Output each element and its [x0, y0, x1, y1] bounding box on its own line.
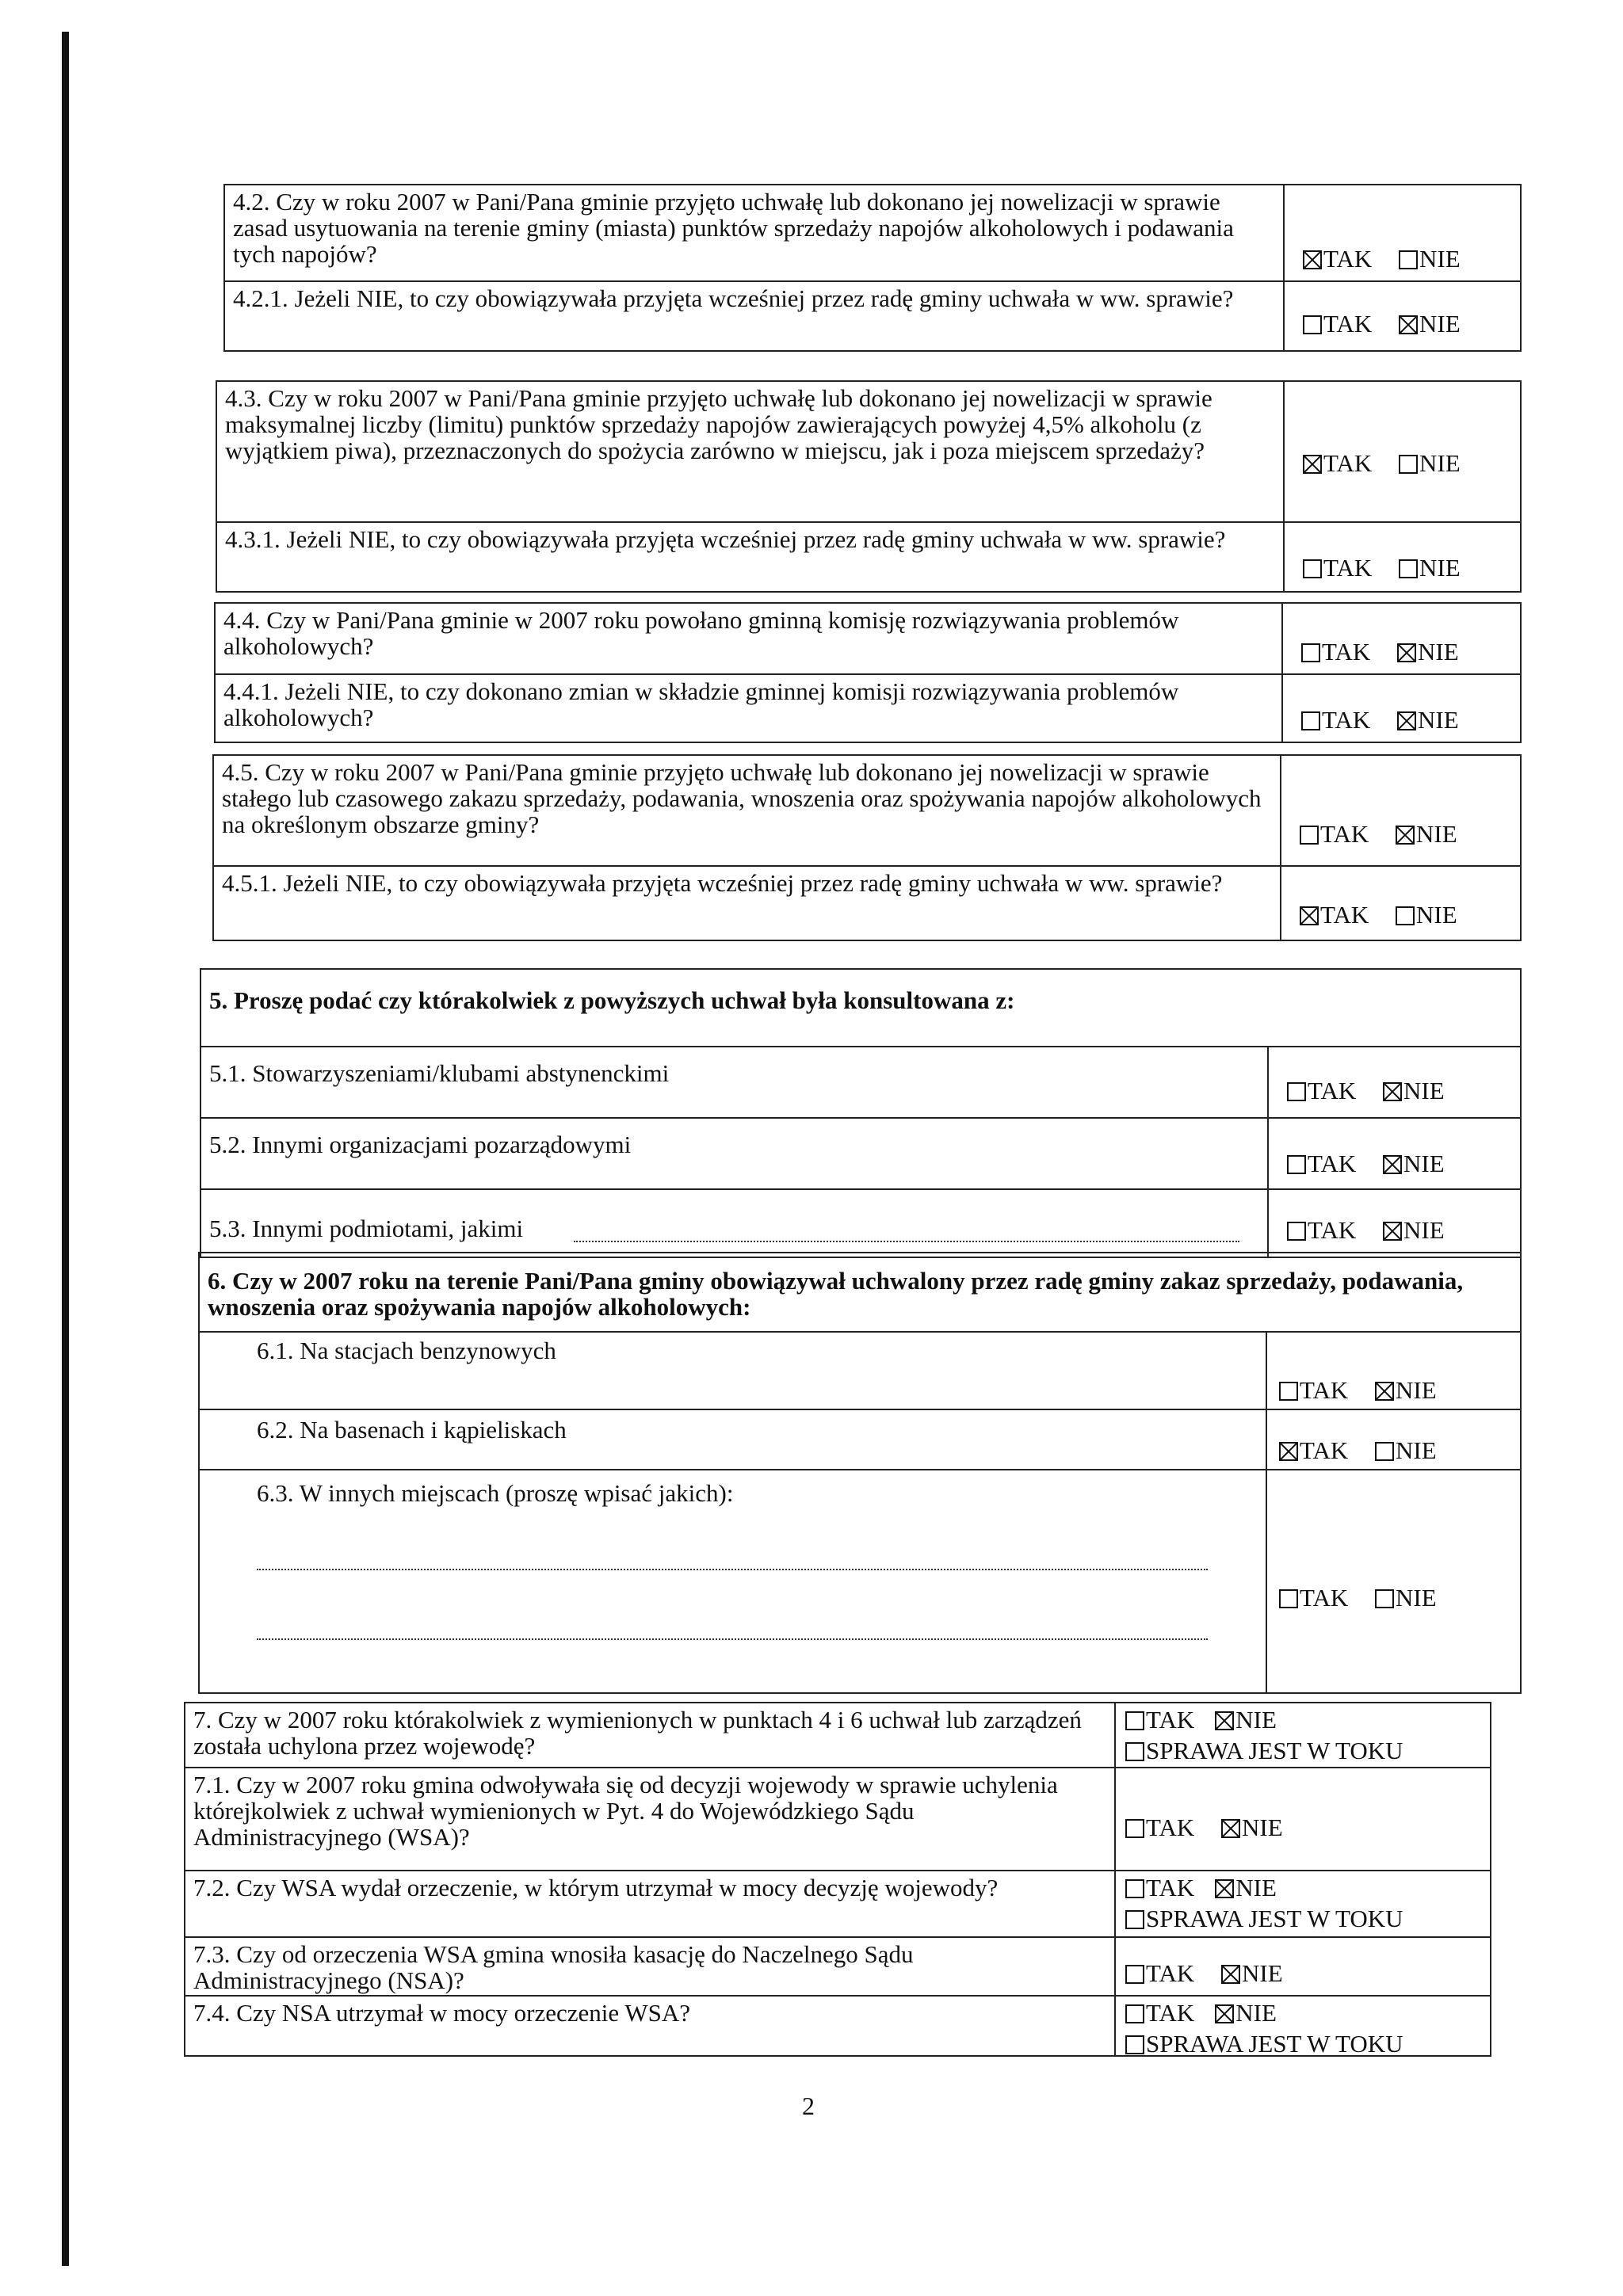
- checkbox-checked-icon: [1279, 1442, 1298, 1461]
- option-tak[interactable]: TAK: [1303, 555, 1372, 581]
- question-4-3-1: 4.3.1. Jeżeli NIE, to czy obowiązywała przyjęta wcześniej przez radę gminy uchwała w ww. sprawie?: [225, 525, 1226, 553]
- checkbox-icon: [1279, 1382, 1298, 1401]
- checkbox-checked-icon: [1215, 2004, 1234, 2023]
- answer-line[interactable]: [257, 1638, 1208, 1640]
- option-nie[interactable]: NIE: [1383, 1217, 1445, 1243]
- option-tak[interactable]: TAK: [1303, 311, 1372, 337]
- section-6-heading: 6. Czy w 2007 roku na terenie Pani/Pana gminy obowiązywał uchwalony przez radę gminy zakaz sprzedaży, podawania, wnoszenia oraz spożywania napojów alkoholowych:: [208, 1267, 1464, 1321]
- question-7: 7. Czy w 2007 roku którakolwiek z wymienionych w punktach 4 i 6 uchwał lub zarządzeń została uchylona przez wojewodę?: [193, 1706, 1082, 1760]
- option-nie[interactable]: NIE: [1375, 1437, 1437, 1463]
- checkbox-checked-icon: [1383, 1222, 1402, 1241]
- answer-6-3: [1279, 1585, 1457, 1611]
- answer-6-2: [1279, 1437, 1457, 1463]
- checkbox-icon: [1399, 250, 1418, 269]
- option-tak[interactable]: TAK: [1125, 1875, 1194, 1901]
- section-7: [184, 1702, 1491, 2057]
- answer-7: [1125, 1707, 1403, 1768]
- answer-7-4: [1125, 2000, 1403, 2061]
- answer-5-3: [1287, 1217, 1465, 1243]
- option-nie[interactable]: NIE: [1383, 1150, 1445, 1177]
- checkbox-checked-icon: [1215, 1879, 1234, 1898]
- checkbox-icon: [1125, 2035, 1144, 2054]
- checkbox-icon: [1287, 1222, 1306, 1241]
- checkbox-checked-icon: [1397, 711, 1416, 730]
- checkbox-icon: [1287, 1082, 1306, 1101]
- answer-4-5: [1300, 821, 1478, 847]
- question-6-2: 6.2. Na basenach i kąpieliskach: [257, 1416, 567, 1444]
- checkbox-icon: [1399, 455, 1418, 474]
- answer-4-4: [1301, 639, 1480, 665]
- checkbox-checked-icon: [1396, 826, 1415, 845]
- option-nie[interactable]: NIE: [1221, 1814, 1283, 1840]
- option-nie[interactable]: NIE: [1375, 1377, 1437, 1403]
- answer-4-3: [1303, 450, 1481, 476]
- answer-line[interactable]: [574, 1241, 1239, 1242]
- question-5-2: 5.2. Innymi organizacjami pozarządowymi: [209, 1131, 632, 1158]
- answer-4-5-1: [1300, 902, 1478, 928]
- option-pending[interactable]: SPRAWA JEST W TOKU: [1125, 1905, 1403, 1932]
- option-nie[interactable]: NIE: [1399, 450, 1461, 476]
- checkbox-checked-icon: [1221, 1819, 1240, 1838]
- checkbox-checked-icon: [1383, 1155, 1402, 1174]
- option-tak[interactable]: TAK: [1279, 1437, 1348, 1463]
- checkbox-icon: [1301, 711, 1320, 730]
- question-7-2: 7.2. Czy WSA wydał orzeczenie, w którym utrzymał w mocy decyzję wojewody?: [193, 1874, 999, 1901]
- question-5-1: 5.1. Stowarzyszeniami/klubami abstynenckimi: [209, 1059, 670, 1087]
- option-tak[interactable]: TAK: [1287, 1217, 1356, 1243]
- checkbox-icon: [1125, 1965, 1144, 1984]
- option-nie[interactable]: NIE: [1396, 821, 1457, 847]
- question-7-1: 7.1. Czy w 2007 roku gmina odwoływała się od decyzji wojewody w sprawie uchylenia którejkolwiek z uchwał wymienionych w Pyt. 4 do Wojewódzkiego Sądu Administracyjnego (WSA)?: [193, 1771, 1058, 1851]
- checkbox-icon: [1301, 643, 1320, 662]
- checkbox-icon: [1279, 1589, 1298, 1608]
- checkbox-checked-icon: [1375, 1382, 1394, 1401]
- section-4-5: [212, 754, 1522, 941]
- question-7-3: 7.3. Czy od orzeczenia WSA gmina wnosiła kasację do Naczelnego Sądu Administracyjnego (NSA)?: [193, 1940, 914, 1994]
- question-4-2-1: 4.2.1. Jeżeli NIE, to czy obowiązywała przyjęta wcześniej przez radę gminy uchwała w ww. sprawie?: [233, 284, 1234, 312]
- checkbox-icon: [1125, 1879, 1144, 1898]
- answer-5-1: [1287, 1077, 1465, 1104]
- option-nie[interactable]: NIE: [1396, 902, 1457, 928]
- checkbox-icon: [1375, 1442, 1394, 1461]
- answer-4-3-1: [1303, 555, 1481, 581]
- answer-line[interactable]: [257, 1569, 1208, 1570]
- option-nie[interactable]: NIE: [1215, 1875, 1277, 1901]
- option-pending[interactable]: SPRAWA JEST W TOKU: [1125, 1737, 1403, 1764]
- checkbox-checked-icon: [1303, 250, 1322, 269]
- checkbox-icon: [1300, 826, 1319, 845]
- option-nie[interactable]: NIE: [1399, 311, 1461, 337]
- option-nie[interactable]: NIE: [1221, 1960, 1283, 1986]
- checkbox-checked-icon: [1303, 455, 1322, 474]
- section-6: [198, 1252, 1522, 1694]
- checkbox-icon: [1125, 1742, 1144, 1761]
- answer-7-1: [1125, 1814, 1304, 1840]
- checkbox-icon: [1375, 1589, 1394, 1608]
- option-nie[interactable]: NIE: [1383, 1077, 1445, 1104]
- option-tak[interactable]: TAK: [1125, 1960, 1194, 1986]
- question-4-4-1: 4.4.1. Jeżeli NIE, to czy dokonano zmian w składzie gminnej komisji rozwiązywania problemów alkoholowych?: [223, 677, 1179, 731]
- answer-7-3: [1125, 1960, 1304, 1986]
- option-nie[interactable]: NIE: [1397, 639, 1459, 665]
- checkbox-icon: [1396, 906, 1415, 925]
- option-tak[interactable]: TAK: [1301, 707, 1370, 733]
- option-tak[interactable]: TAK: [1300, 821, 1369, 847]
- option-tak[interactable]: TAK: [1279, 1585, 1348, 1611]
- answer-7-2: [1125, 1875, 1403, 1936]
- option-tak[interactable]: TAK: [1303, 450, 1372, 476]
- option-tak[interactable]: TAK: [1125, 1707, 1194, 1733]
- option-nie[interactable]: NIE: [1215, 1707, 1277, 1733]
- checkbox-icon: [1125, 1910, 1144, 1929]
- option-nie[interactable]: NIE: [1397, 707, 1459, 733]
- question-4-5-1: 4.5.1. Jeżeli NIE, to czy obowiązywała przyjęta wcześniej przez radę gminy uchwała w ww. sprawie?: [222, 869, 1223, 897]
- answer-6-1: [1279, 1377, 1457, 1403]
- checkbox-icon: [1125, 2004, 1144, 2023]
- checkbox-checked-icon: [1221, 1965, 1240, 1984]
- answer-5-2: [1287, 1150, 1465, 1177]
- option-nie[interactable]: NIE: [1399, 555, 1461, 581]
- option-tak[interactable]: TAK: [1303, 246, 1372, 272]
- option-tak[interactable]: TAK: [1125, 1814, 1194, 1840]
- section-4-2: [223, 184, 1522, 352]
- option-tak[interactable]: TAK: [1301, 639, 1370, 665]
- question-4-5: 4.5. Czy w roku 2007 w Pani/Pana gminie przyjęto uchwałę lub dokonano jej nowelizacji w sprawie stałego lub czasowego zakazu sprzedaży, podawania, wnoszenia oraz spożywania napojów alkoholowych na określonym obszarze gminy?: [222, 758, 1262, 838]
- question-6-3: 6.3. W innych miejscach (proszę wpisać jakich):: [257, 1479, 734, 1507]
- option-tak[interactable]: TAK: [1279, 1377, 1348, 1403]
- option-tak[interactable]: TAK: [1300, 902, 1369, 928]
- answer-4-2-1: [1303, 311, 1481, 337]
- question-4-3: 4.3. Czy w roku 2007 w Pani/Pana gminie przyjęto uchwałę lub dokonano jej nowelizacji w sprawie maksymalnej liczby (limitu) punktów sprzedaży napojów zawierających powyżej 4,5% alkoholu (z wyjątkiem piwa), przeznaczonych do spożycia zarówno w miejscu, jak i poza miejscem sprzedaży?: [225, 384, 1212, 464]
- question-7-4: 7.4. Czy NSA utrzymał w mocy orzeczenie WSA?: [193, 1999, 691, 2027]
- checkbox-icon: [1125, 1711, 1144, 1730]
- checkbox-icon: [1399, 559, 1418, 578]
- question-4-4: 4.4. Czy w Pani/Pana gminie w 2007 roku powołano gminną komisję rozwiązywania problemów alkoholowych?: [223, 606, 1179, 660]
- checkbox-checked-icon: [1300, 906, 1319, 925]
- checkbox-checked-icon: [1383, 1082, 1402, 1101]
- option-tak[interactable]: TAK: [1125, 2000, 1194, 2026]
- checkbox-icon: [1125, 1819, 1144, 1838]
- answer-4-4-1: [1301, 707, 1480, 733]
- section-5-heading: 5. Proszę podać czy którakolwiek z powyższych uchwał była konsultowana z:: [209, 986, 1015, 1014]
- question-4-2: 4.2. Czy w roku 2007 w Pani/Pana gminie przyjęto uchwałę lub dokonano jej nowelizacji w sprawie zasad usytuowania na terenie gminy (miasta) punktów sprzedaży napojów alkoholowych i podawania tych napojów?: [233, 188, 1234, 268]
- checkbox-icon: [1303, 559, 1322, 578]
- section-5: [200, 968, 1522, 1258]
- checkbox-checked-icon: [1397, 643, 1416, 662]
- section-4-3: [216, 380, 1522, 593]
- option-tak[interactable]: TAK: [1287, 1077, 1356, 1104]
- scan-edge-bar: [62, 32, 69, 2266]
- checkbox-checked-icon: [1215, 1711, 1234, 1730]
- question-5-3: 5.3. Innymi podmiotami, jakimi: [209, 1215, 524, 1242]
- question-6-1: 6.1. Na stacjach benzynowych: [257, 1337, 556, 1364]
- option-pending[interactable]: SPRAWA JEST W TOKU: [1125, 2031, 1403, 2057]
- page-number: 2: [802, 2092, 815, 2120]
- option-nie[interactable]: NIE: [1215, 2000, 1277, 2026]
- answer-4-2: [1303, 246, 1481, 272]
- option-nie[interactable]: NIE: [1375, 1585, 1437, 1611]
- checkbox-icon: [1303, 315, 1322, 334]
- option-nie[interactable]: NIE: [1399, 246, 1461, 272]
- checkbox-checked-icon: [1399, 315, 1418, 334]
- checkbox-icon: [1287, 1155, 1306, 1174]
- section-4-4: [214, 602, 1522, 743]
- option-tak[interactable]: TAK: [1287, 1150, 1356, 1177]
